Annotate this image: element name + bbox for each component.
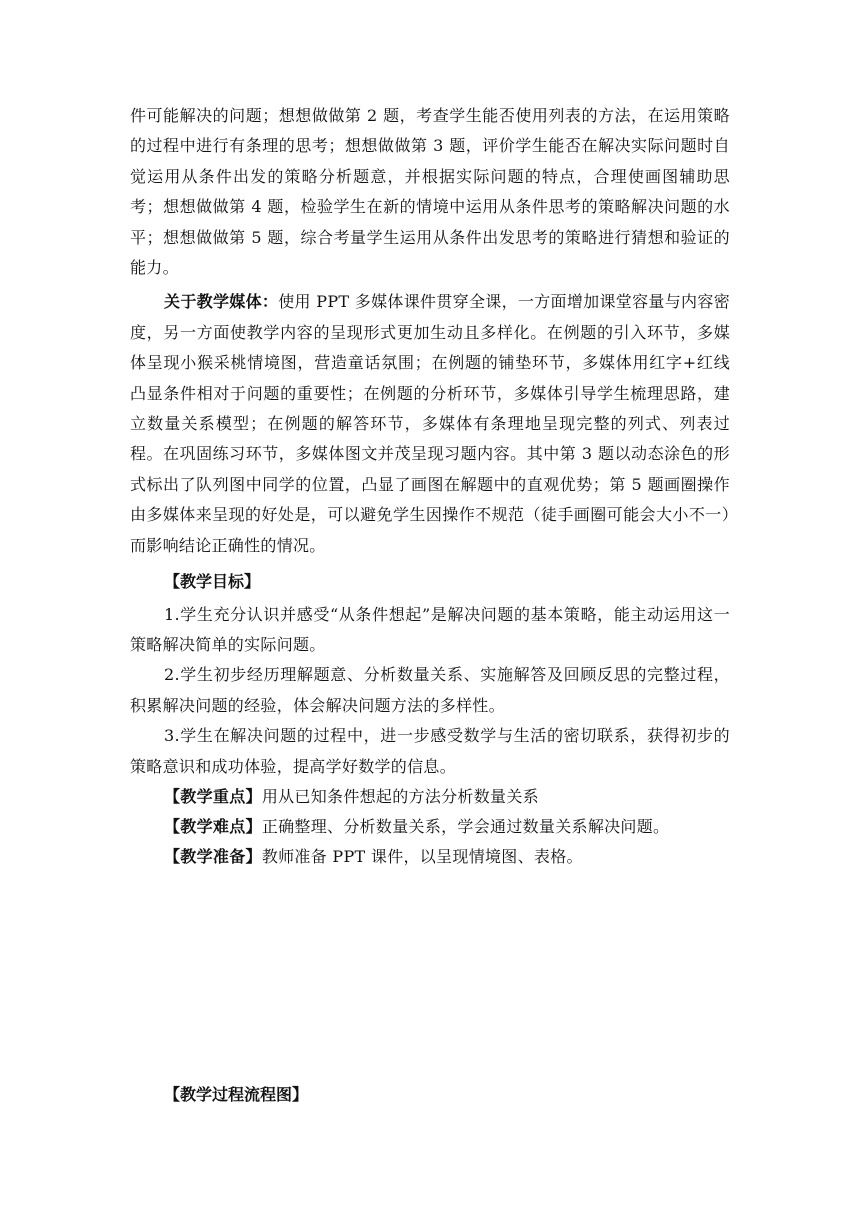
media-text: 使用 PPT 多媒体课件贯穿全课，一方面增加课堂容量与内容密度，另一方面使教学内容的呈现形式更加生动且多样化。在例题的引入环节，多媒体呈现小猴采桃情境图，营造童话氛围；在例题的铺垫环节，多媒体用红字+红线凸显条件相对于问题的重要性；在例题的分析环节，多媒体引导学生梳理思路，建立数量关系模型；在例题的解答环节，多媒体有条理地呈现完整的列式、列表过程。在巩固练习环节，多媒体图文并茂呈现习题内容。其中第 3 题以动态涂色的形式标出了队列图中同学的位置，凸显了画图在解题中的直观优势；第 5 题画圈操作由多媒体来呈现的好处是，可以避免学生因操作不规范（徒手画圈可能会大小不一）而影响结论正确性的情况。 [130, 292, 730, 555]
key-points-text: 用从已知条件想起的方法分析数量关系 [261, 786, 539, 806]
objective-item-3: 3.学生在解决问题的过程中，进一步感受数学与生活的密切联系，获得初步的策略意识和成功体验，提高学好数学的信息。 [130, 726, 730, 776]
difficult-points-label: 【教学难点】 [164, 816, 262, 836]
objective-item-1: 1.学生充分认识并感受“从条件想起”是解决问题的基本策略，能主动运用这一策略解决简单的实际问题。 [130, 604, 730, 654]
objective-item-2: 2.学生初步经历理解题意、分析数量关系、实施解答及回顾反思的完整过程，积累解决问题的经验，体会解决问题方法的多样性。 [130, 665, 730, 715]
difficult-points-text: 正确整理、分析数量关系，学会通过数量关系解决问题。 [261, 816, 670, 836]
preparation-text: 教师准备 PPT 课件，以呈现情境图、表格。 [261, 846, 583, 866]
preparation-label: 【教学准备】 [164, 846, 262, 866]
key-points-line [164, 782, 730, 812]
objectives-heading: 【教学目标】 [164, 572, 261, 592]
key-points-label: 【教学重点】 [164, 786, 262, 806]
paragraph-exercise-design: 件可能解决的问题；想想做做第 2 题，考查学生能否使用列表的方法，在运用策略的过程中进行有条理的思考；想想做做第 3 题，评价学生能否在解决实际问题时自觉运用从条件出发的策略分析题意，并根据实际问题的特点，合理使画图辅助思考；想想做做第 4 题，检验学生在新的情境中运用从条件思考的策略解决问题的水平；想想做做第 5 题，综合考量学生运用从条件出发思考的策略进行猜想和验证的能力。 [130, 106, 730, 278]
document-body [130, 101, 730, 872]
media-label: 关于教学媒体： [164, 292, 279, 312]
difficult-points-line [164, 812, 730, 842]
preparation-line [164, 842, 730, 872]
flowchart-heading: 【教学过程流程图】 [164, 1085, 309, 1104]
paragraph-teaching-media [130, 287, 730, 561]
